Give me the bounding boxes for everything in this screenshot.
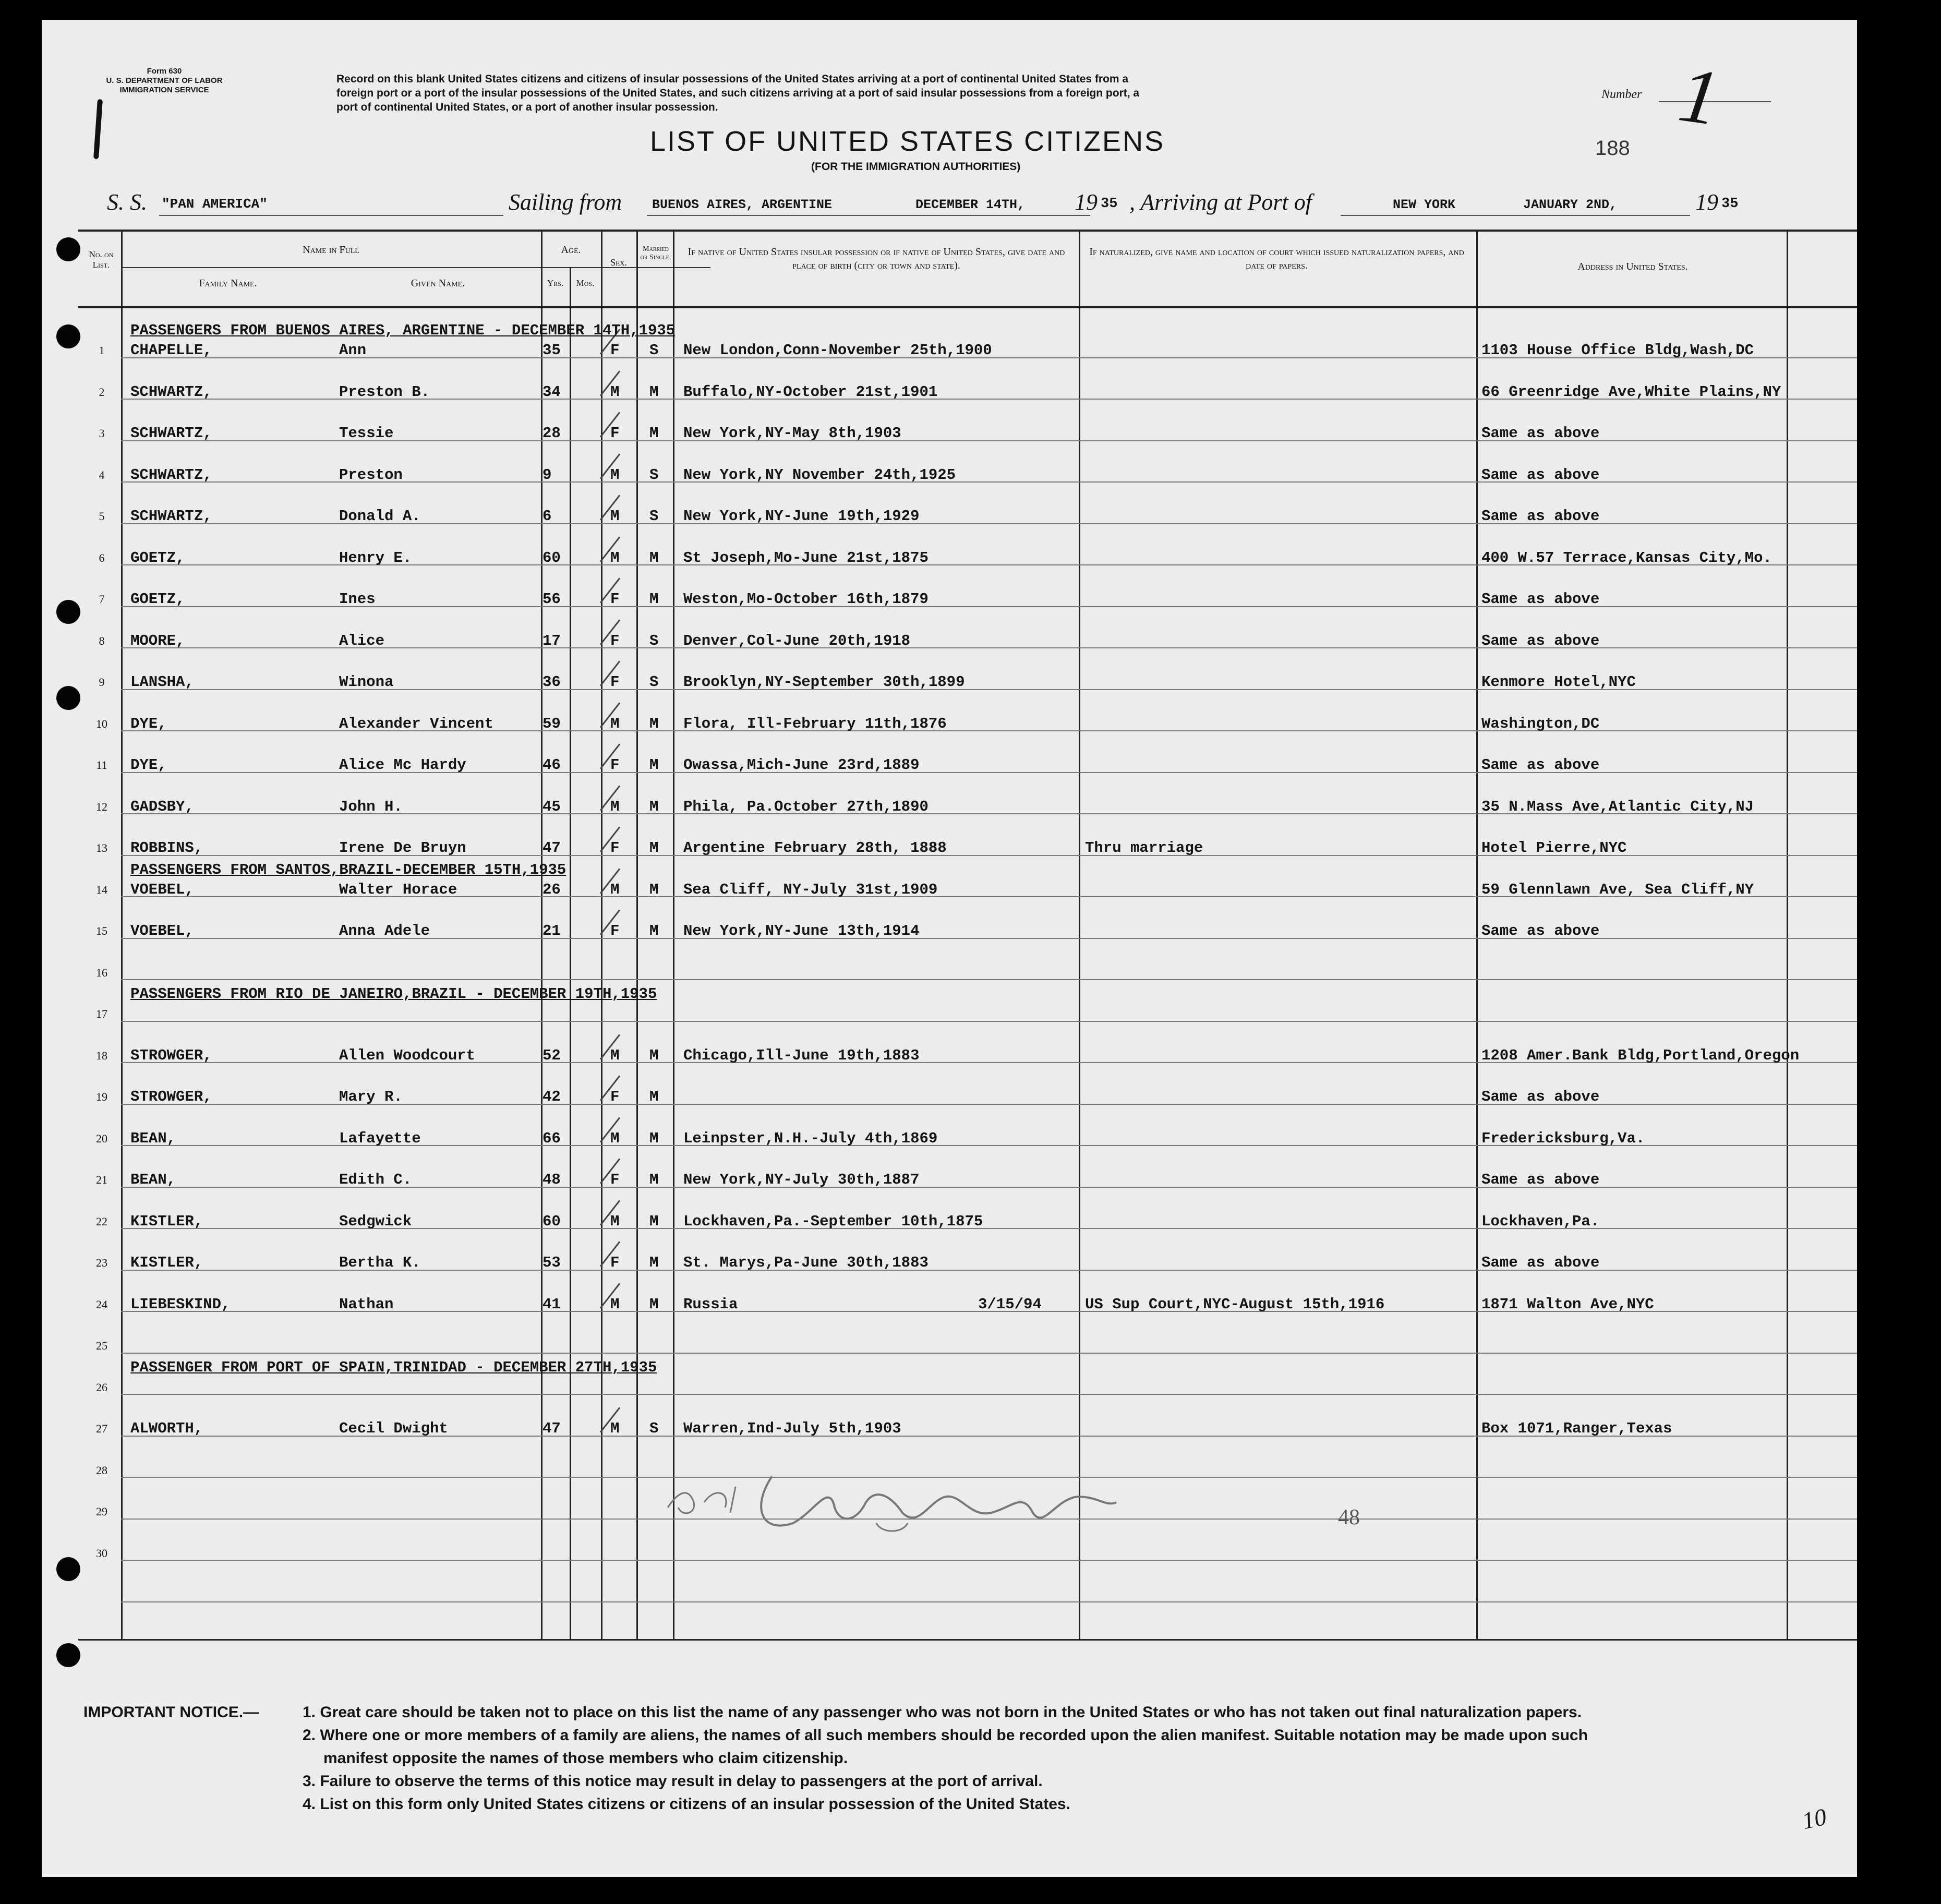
sex: M [610, 881, 620, 898]
given-name: Lafayette [339, 1130, 421, 1147]
address: Same as above [1481, 1254, 1600, 1271]
row-number: 22 [96, 1215, 107, 1228]
header-age: Age. [561, 244, 581, 256]
age-years: 66 [542, 1130, 561, 1147]
sailing-from: BUENOS AIRES, ARGENTINE [652, 197, 833, 212]
section-heading: PASSENGERS FROM SANTOS,BRAZIL-DECEMBER 15TH,1935 [130, 861, 566, 878]
age-years: 42 [542, 1088, 561, 1105]
birth-date-place: Buffalo,NY-October 21st,1901 [683, 383, 938, 401]
row-number: 20 [96, 1132, 107, 1145]
header-bottom-border [78, 306, 1857, 308]
row-number: 3 [99, 427, 105, 440]
notice-line-3: 3. Failure to observe the terms of this notice may result in delay to passengers at the port of arrival. [303, 1773, 1043, 1790]
form-box [78, 67, 250, 95]
row-number: 11 [96, 758, 107, 772]
given-name: Donald A. [339, 508, 421, 525]
margin-number: 10 [1800, 1803, 1829, 1835]
marital-status: S [649, 632, 659, 649]
family-name: CHAPELLE, [130, 342, 212, 359]
notice-line-2: 2. Where one or more members of a family are aliens, the names of all such members should be recorded upon the alien manifest. Suitable notation may be made upon such [303, 1727, 1588, 1744]
given-name: Anna Adele [339, 922, 430, 939]
address: Same as above [1481, 922, 1600, 939]
row-number: 23 [96, 1256, 107, 1269]
arrival-date: JANUARY 2ND, [1523, 197, 1618, 212]
family-name: GOETZ, [130, 591, 185, 608]
birth-date-place: Russia [683, 1296, 738, 1313]
family-name: VOEBEL, [130, 922, 194, 939]
family-name: ROBBINS, [130, 839, 203, 857]
sex: M [610, 1213, 620, 1230]
row-number: 16 [96, 966, 107, 979]
marital-status: M [649, 549, 659, 567]
sex: F [610, 673, 620, 691]
birth-date-place: New York,NY-June 13th,1914 [683, 922, 920, 939]
punch-hole [56, 600, 80, 624]
birth-date-place: Sea Cliff, NY-July 31st,1909 [683, 881, 938, 898]
header-native: If native of United States insular possession or if native of United States, give date and place of birth (city or town and state). [688, 246, 1065, 271]
header-mos: Mos. [576, 278, 595, 288]
punch-hole [56, 1557, 80, 1581]
family-name: MOORE, [130, 632, 185, 649]
header-name-in-full: Name in Full [303, 244, 359, 256]
sex: M [610, 1130, 620, 1147]
row-number: 9 [99, 676, 105, 689]
row-number: 1 [99, 344, 105, 357]
given-name: Henry E. [339, 549, 412, 567]
row-number: 19 [96, 1090, 107, 1103]
given-name: Bertha K. [339, 1254, 421, 1271]
sex: F [610, 591, 620, 608]
row-rule [121, 1601, 1857, 1602]
age-years: 21 [542, 922, 561, 939]
row-rule [121, 1560, 1857, 1561]
given-name: Preston B. [339, 383, 430, 401]
given-name: Allen Woodcourt [339, 1047, 476, 1064]
sailing-year: 35 [1101, 196, 1118, 212]
age-years: 48 [542, 1171, 561, 1188]
sailing-label: Sailing from [509, 189, 622, 215]
form-number: Form 630 [147, 67, 182, 76]
intro-line: port of continental United States, or a port of another insular possession. [336, 101, 718, 113]
address: 35 N.Mass Ave,Atlantic City,NJ [1481, 798, 1754, 815]
naturalization: US Sup Court,NYC-August 15th,1916 [1085, 1296, 1385, 1313]
marital-status: S [649, 1420, 659, 1437]
age-years: 34 [542, 383, 561, 401]
family-name: SCHWARTZ, [130, 425, 212, 442]
address: Kenmore Hotel,NYC [1481, 673, 1636, 691]
given-name: Alice Mc Hardy [339, 756, 466, 774]
address: Box 1071,Ranger,Texas [1481, 1420, 1672, 1437]
age-years: 47 [542, 1420, 561, 1437]
row-number: 15 [96, 924, 107, 937]
section-heading: PASSENGERS FROM BUENOS AIRES, ARGENTINE - DECEMBER 14TH,1935 [130, 322, 676, 339]
inspector-signature [657, 1445, 1137, 1539]
table-top-border [78, 230, 1857, 232]
address: Same as above [1481, 756, 1600, 774]
birth-date-place: Argentine February 28th, 1888 [683, 839, 947, 857]
age-years: 17 [542, 632, 561, 649]
ss-label: S. S. [107, 189, 147, 215]
marital-status: M [649, 1130, 659, 1147]
marital-status: M [649, 715, 659, 732]
address: Washington,DC [1481, 715, 1600, 732]
address: Hotel Pierre,NYC [1481, 839, 1627, 857]
sex: F [610, 839, 620, 857]
given-name: Mary R. [339, 1088, 403, 1105]
header-married: Married or Single. [640, 245, 671, 261]
manifest-page [42, 20, 1857, 1877]
family-name: LANSHA, [130, 673, 194, 691]
birth-date-place: New York,NY November 24th,1925 [683, 466, 956, 484]
header-no: No. on List. [89, 249, 114, 270]
address: Same as above [1481, 632, 1600, 649]
notice-line-4: 4. List on this form only United States citizens or citizens of an insular possession of the United States. [303, 1795, 1070, 1813]
sex: M [610, 715, 620, 732]
header-family: Family Name. [199, 278, 257, 289]
family-name: BEAN, [130, 1171, 176, 1188]
marital-status: S [649, 508, 659, 525]
given-name: Nathan [339, 1296, 394, 1313]
birth-date-place: Warren,Ind-July 5th,1903 [683, 1420, 901, 1437]
birth-date-place: New York,NY-July 30th,1887 [683, 1171, 920, 1188]
punch-hole [56, 324, 80, 348]
intro-line: foreign port or a port of the insular possessions of the United States, and such citizens arriving at a port of said insular possessions from a foreign port, a [336, 87, 1140, 99]
birth-date-place: New London,Conn-November 25th,1900 [683, 342, 992, 359]
row-number: 4 [99, 468, 105, 481]
sex: F [610, 632, 620, 649]
punch-hole [56, 686, 80, 710]
row-number: 10 [96, 717, 107, 730]
sex: F [610, 425, 620, 442]
age-years: 26 [542, 881, 561, 898]
address: 59 Glennlawn Ave, Sea Cliff,NY [1481, 881, 1754, 898]
given-name: Cecil Dwight [339, 1420, 448, 1437]
family-name: KISTLER, [130, 1254, 203, 1271]
birth-date-place: Lockhaven,Pa.-September 10th,1875 [683, 1213, 983, 1230]
notice-line-1: 1. Great care should be taken not to place on this list the name of any passenger who was not born in the United States or who has not taken out final naturalization papers. [303, 1704, 1582, 1721]
given-name: Edith C. [339, 1171, 412, 1188]
notice-label: IMPORTANT NOTICE.— [83, 1704, 259, 1721]
row-number: 12 [96, 800, 107, 813]
birth-date-place: Chicago,Ill-June 19th,1883 [683, 1047, 920, 1064]
birth-date-place: Leinpster,N.H.-July 4th,1869 [683, 1130, 938, 1147]
row-number: 5 [99, 510, 105, 523]
row-number: 27 [96, 1422, 107, 1435]
address: Same as above [1481, 1171, 1600, 1188]
address: 66 Greenridge Ave,White Plains,NY [1481, 383, 1781, 401]
sex: M [610, 1296, 620, 1313]
age-years: 59 [542, 715, 561, 732]
family-name: LIEBESKIND, [130, 1296, 231, 1313]
row-number: 21 [96, 1173, 107, 1186]
ship-name: "PAN AMERICA" [162, 196, 268, 212]
address: Same as above [1481, 425, 1600, 442]
stamp-number: 48 [1338, 1505, 1360, 1529]
marital-status: S [649, 466, 659, 484]
row-number: 7 [99, 593, 105, 606]
marital-status: M [649, 1047, 659, 1064]
age-years: 56 [542, 591, 561, 608]
marital-status: M [649, 1213, 659, 1230]
given-name: Ines [339, 591, 376, 608]
age-years: 46 [542, 756, 561, 774]
family-name: VOEBEL, [130, 881, 194, 898]
row-number: 28 [96, 1464, 107, 1477]
year-prefix: 19 [1695, 189, 1718, 215]
department: U. S. DEPARTMENT OF LABOR [106, 76, 223, 85]
punch-hole [56, 237, 80, 261]
address: Same as above [1481, 1088, 1600, 1105]
age-years: 28 [542, 425, 561, 442]
header-sex: Sex. [610, 257, 627, 268]
punch-hole [56, 1643, 80, 1667]
sex: M [610, 383, 620, 401]
family-name: SCHWARTZ, [130, 383, 212, 401]
marital-status: M [649, 383, 659, 401]
birth-date-place: Owassa,Mich-June 23rd,1889 [683, 756, 920, 774]
birth-date-place: Weston,Mo-October 16th,1879 [683, 591, 929, 608]
row-number: 8 [99, 634, 105, 647]
page-title: LIST OF UNITED STATES CITIZENS [650, 126, 1165, 157]
age-years: 47 [542, 839, 561, 857]
sailing-date: DECEMBER 14TH, [915, 197, 1026, 212]
marital-status: M [649, 922, 659, 939]
row-number: 18 [96, 1049, 107, 1062]
family-name: SCHWARTZ, [130, 508, 212, 525]
birth-date-place: Denver,Col-June 20th,1918 [683, 632, 911, 649]
header-naturalized: If naturalized, give name and location of court which issued naturalization papers, and date of papers. [1089, 246, 1464, 271]
age-years: 35 [542, 342, 561, 359]
sex: M [610, 1047, 620, 1064]
age-years: 60 [542, 549, 561, 567]
given-name: Winona [339, 673, 394, 691]
column-rule [570, 267, 571, 1641]
birth-note: 3/15/94 [978, 1296, 1042, 1313]
age-years: 9 [542, 466, 552, 484]
address: Lockhaven,Pa. [1481, 1213, 1600, 1230]
sex: F [610, 1171, 620, 1188]
marital-status: S [649, 673, 659, 691]
header-yrs: Yrs. [547, 278, 564, 288]
given-name: John H. [339, 798, 403, 815]
marital-status: M [649, 1088, 659, 1105]
age-years: 45 [542, 798, 561, 815]
row-number: 13 [96, 841, 107, 854]
address: Same as above [1481, 508, 1600, 525]
header-given: Given Name. [411, 278, 465, 289]
page-subtitle: (FOR THE IMMIGRATION AUTHORITIES) [811, 161, 1021, 173]
sex: F [610, 922, 620, 939]
row-number: 24 [96, 1298, 107, 1311]
given-name: Irene De Bruyn [339, 839, 466, 857]
family-name: GADSBY, [130, 798, 194, 815]
family-name: DYE, [130, 715, 167, 732]
marital-status: M [649, 425, 659, 442]
arrival-year: 35 [1721, 196, 1739, 212]
address: 1103 House Office Bldg,Wash,DC [1481, 342, 1754, 359]
sex: F [610, 756, 620, 774]
intro-text [336, 72, 1139, 114]
birth-date-place: Brooklyn,NY-September 30th,1899 [683, 673, 965, 691]
marital-status: M [649, 1254, 659, 1271]
family-name: STROWGER, [130, 1088, 212, 1105]
sex: M [610, 466, 620, 484]
age-years: 60 [542, 1213, 561, 1230]
sex: M [610, 1420, 620, 1437]
row-number: 6 [99, 551, 105, 564]
marital-status: M [649, 798, 659, 815]
given-name: Alice [339, 632, 385, 649]
given-name: Alexander Vincent [339, 715, 493, 732]
address: 400 W.57 Terrace,Kansas City,Mo. [1481, 549, 1772, 567]
address: Same as above [1481, 466, 1600, 484]
given-name: Preston [339, 466, 403, 484]
arrival-port: NEW YORK [1393, 197, 1456, 212]
sex: M [610, 508, 620, 525]
marital-status: S [649, 342, 659, 359]
family-name: DYE, [130, 756, 167, 774]
given-name: Walter Horace [339, 881, 457, 898]
address: Fredericksburg,Va. [1481, 1130, 1645, 1147]
family-name: GOETZ, [130, 549, 185, 567]
family-name: KISTLER, [130, 1213, 203, 1230]
marital-status: M [649, 881, 659, 898]
marital-status: M [649, 839, 659, 857]
row-number: 26 [96, 1381, 107, 1394]
family-name: ALWORTH, [130, 1420, 203, 1437]
intro-line: Record on this blank United States citizens and citizens of insular possessions of the United States arriving at a port of continental United States from a [336, 73, 1129, 85]
age-years: 52 [542, 1047, 561, 1064]
row-number: 14 [96, 883, 107, 896]
sex: F [610, 1088, 620, 1105]
row-number: 17 [96, 1007, 107, 1020]
row-number: 30 [96, 1547, 107, 1560]
marital-status: M [649, 591, 659, 608]
naturalization: Thru marriage [1085, 839, 1203, 857]
birth-date-place: St. Marys,Pa-June 30th,1883 [683, 1254, 929, 1271]
given-name: Tessie [339, 425, 394, 442]
given-name: Ann [339, 342, 367, 359]
ship-underline [159, 215, 503, 216]
number-label: Number [1601, 88, 1642, 101]
marital-status: M [649, 1171, 659, 1188]
birth-date-place: Phila, Pa.October 27th,1890 [683, 798, 929, 815]
given-name: Sedgwick [339, 1213, 412, 1230]
row-rule [121, 1353, 1857, 1354]
year-prefix: 19 [1075, 189, 1098, 215]
service: IMMIGRATION SERVICE [119, 86, 209, 94]
row-rule [121, 1021, 1857, 1022]
birth-date-place: St Joseph,Mo-June 21st,1875 [683, 549, 929, 567]
marital-status: M [649, 756, 659, 774]
address: Same as above [1481, 591, 1600, 608]
row-number: 25 [96, 1339, 107, 1352]
row-rule [121, 979, 1857, 980]
age-years: 36 [542, 673, 561, 691]
notice-line-2b: manifest opposite the names of those members who claim citizenship. [323, 1750, 848, 1767]
address: 1871 Walton Ave,NYC [1481, 1296, 1654, 1313]
age-years: 6 [542, 508, 552, 525]
family-name: SCHWARTZ, [130, 466, 212, 484]
section-heading: PASSENGER FROM PORT OF SPAIN,TRINIDAD - DECEMBER 27TH,1935 [130, 1359, 657, 1376]
address: 1208 Amer.Bank Bldg,Portland,Oregon [1481, 1047, 1800, 1064]
sex: F [610, 1254, 620, 1271]
row-number: 2 [99, 385, 105, 399]
sex: M [610, 798, 620, 815]
age-years: 53 [542, 1254, 561, 1271]
from-underline [647, 215, 1090, 216]
row-number: 29 [96, 1505, 107, 1518]
age-years: 41 [542, 1296, 561, 1313]
port-underline [1341, 215, 1690, 216]
birth-date-place: New York,NY-May 8th,1903 [683, 425, 901, 442]
birth-date-place: New York,NY-June 19th,1929 [683, 508, 920, 525]
marital-status: M [649, 1296, 659, 1313]
family-name: BEAN, [130, 1130, 176, 1147]
list-number: 188 [1595, 137, 1630, 160]
sex: F [610, 342, 620, 359]
table-bottom-border [78, 1639, 1857, 1641]
sex: M [610, 549, 620, 567]
row-rule [121, 1394, 1857, 1395]
arriving-label: , Arriving at Port of [1129, 189, 1312, 215]
header-address: Address in United States. [1577, 261, 1688, 272]
number-value: 1 [1673, 51, 1725, 142]
family-name: STROWGER, [130, 1047, 212, 1064]
birth-date-place: Flora, Ill-February 11th,1876 [683, 715, 947, 732]
section-heading: PASSENGERS FROM RIO DE JANEIRO,BRAZIL - DECEMBER 19TH,1935 [130, 985, 657, 1003]
